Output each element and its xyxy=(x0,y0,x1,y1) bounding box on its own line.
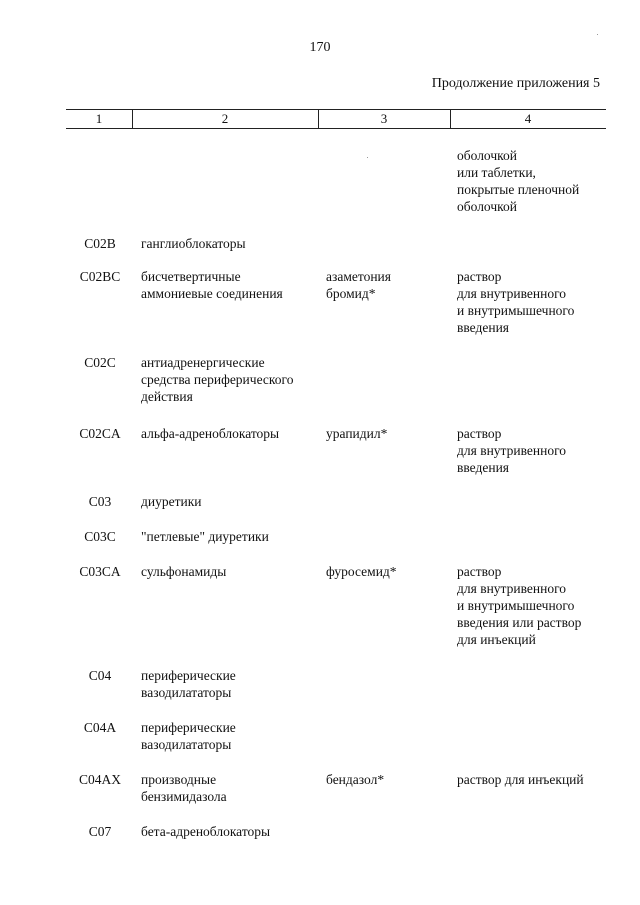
cell-text-line: диуретики xyxy=(141,494,202,509)
dosage-form-cell xyxy=(457,771,607,788)
atc-code-cell: C03 xyxy=(88,494,112,509)
table-column-header xyxy=(66,109,606,129)
drug-name-cell xyxy=(326,268,446,302)
scan-speck xyxy=(367,157,368,158)
cell-text-line: для внутривенного xyxy=(457,443,567,458)
pharmacological-group-cell xyxy=(141,268,321,302)
cell-text-line: бендазол* xyxy=(326,772,385,787)
atc-code-cell: C07 xyxy=(88,824,112,839)
cell-text-line: вазодилататоры xyxy=(141,737,232,752)
cell-text-line: "петлевые" диуретики xyxy=(141,529,269,544)
cell-text-line: оболочкой xyxy=(457,199,517,214)
drug-name-cell xyxy=(326,771,446,788)
cell-text-line: ганглиоблокаторы xyxy=(141,236,246,251)
cell-text-line: фуросемид* xyxy=(326,564,397,579)
column-number-4: 4 xyxy=(524,111,532,126)
pharmacological-group-cell xyxy=(141,823,321,840)
cell-text-line: раствор xyxy=(457,426,502,441)
cell-text-line: бромид* xyxy=(326,286,376,301)
drug-name-cell xyxy=(326,563,446,580)
atc-code-cell: C03C xyxy=(84,529,116,544)
atc-code-cell: C02CA xyxy=(79,426,121,441)
atc-code-cell: C02BC xyxy=(79,269,121,284)
cell-text-line: азаметония xyxy=(326,269,391,284)
pharmacological-group-cell xyxy=(141,771,321,805)
cell-text-line: и внутримышечного xyxy=(457,303,575,318)
cell-text-line: для инъекций xyxy=(457,632,536,647)
cell-text-line: покрытые пленочной xyxy=(457,182,580,197)
cell-text-line: введения или раствор xyxy=(457,615,582,630)
pharmacological-group-cell xyxy=(141,528,321,545)
cell-text-line: для внутривенного xyxy=(457,286,567,301)
atc-code-cell: C02C xyxy=(84,355,116,370)
cell-text-line: бета-адреноблокаторы xyxy=(141,824,271,839)
cell-text-line: и внутримышечного xyxy=(457,598,575,613)
pharmacological-group-cell xyxy=(141,354,321,405)
dosage-form-cell xyxy=(457,147,607,215)
cell-text-line: антиадренергические xyxy=(141,355,265,370)
dosage-form-cell xyxy=(457,563,607,648)
pharmacological-group-cell xyxy=(141,719,321,753)
continuation-note: Продолжение приложения 5 xyxy=(431,76,600,91)
cell-text-line: оболочкой xyxy=(457,148,517,163)
cell-text-line: аммониевые соединения xyxy=(141,286,283,301)
atc-code-cell: C04 xyxy=(88,668,112,683)
cell-text-line: введения xyxy=(457,460,510,475)
cell-text-line: производные xyxy=(141,772,217,787)
cell-text-line: или таблетки, xyxy=(457,165,536,180)
atc-code-cell: C02B xyxy=(84,236,116,251)
cell-text-line: средства периферического xyxy=(141,372,294,387)
cell-text-line: бисчетвертичные xyxy=(141,269,241,284)
cell-text-line: урапидил* xyxy=(326,426,388,441)
pharmacological-group-cell xyxy=(141,425,321,442)
column-number-2: 2 xyxy=(221,111,229,126)
cell-text-line: для внутривенного xyxy=(457,581,567,596)
atc-code-cell: C04AX xyxy=(78,772,121,787)
scan-speck xyxy=(597,34,598,35)
page-number: 170 xyxy=(309,40,331,55)
drug-name-cell xyxy=(326,425,446,442)
cell-text-line: бензимидазола xyxy=(141,789,227,804)
cell-text-line: введения xyxy=(457,320,510,335)
column-number-3: 3 xyxy=(380,111,388,126)
atc-code-cell: C04A xyxy=(83,720,117,735)
pharmacological-group-cell xyxy=(141,493,321,510)
atc-code-cell: C03CA xyxy=(79,564,121,579)
pharmacological-group-cell xyxy=(141,667,321,701)
cell-text-line: раствор для инъекций xyxy=(457,772,584,787)
cell-text-line: раствор xyxy=(457,564,502,579)
cell-text-line: действия xyxy=(141,389,193,404)
cell-text-line: раствор xyxy=(457,269,502,284)
cell-text-line: периферические xyxy=(141,720,236,735)
pharmacological-group-cell xyxy=(141,563,321,580)
cell-text-line: вазодилататоры xyxy=(141,685,232,700)
cell-text-line: сульфонамиды xyxy=(141,564,227,579)
dosage-form-cell xyxy=(457,268,607,336)
cell-text-line: периферические xyxy=(141,668,236,683)
pharmacological-group-cell xyxy=(141,235,321,252)
cell-text-line: альфа-адреноблокаторы xyxy=(141,426,280,441)
dosage-form-cell xyxy=(457,425,607,476)
column-number-1: 1 xyxy=(95,111,103,126)
